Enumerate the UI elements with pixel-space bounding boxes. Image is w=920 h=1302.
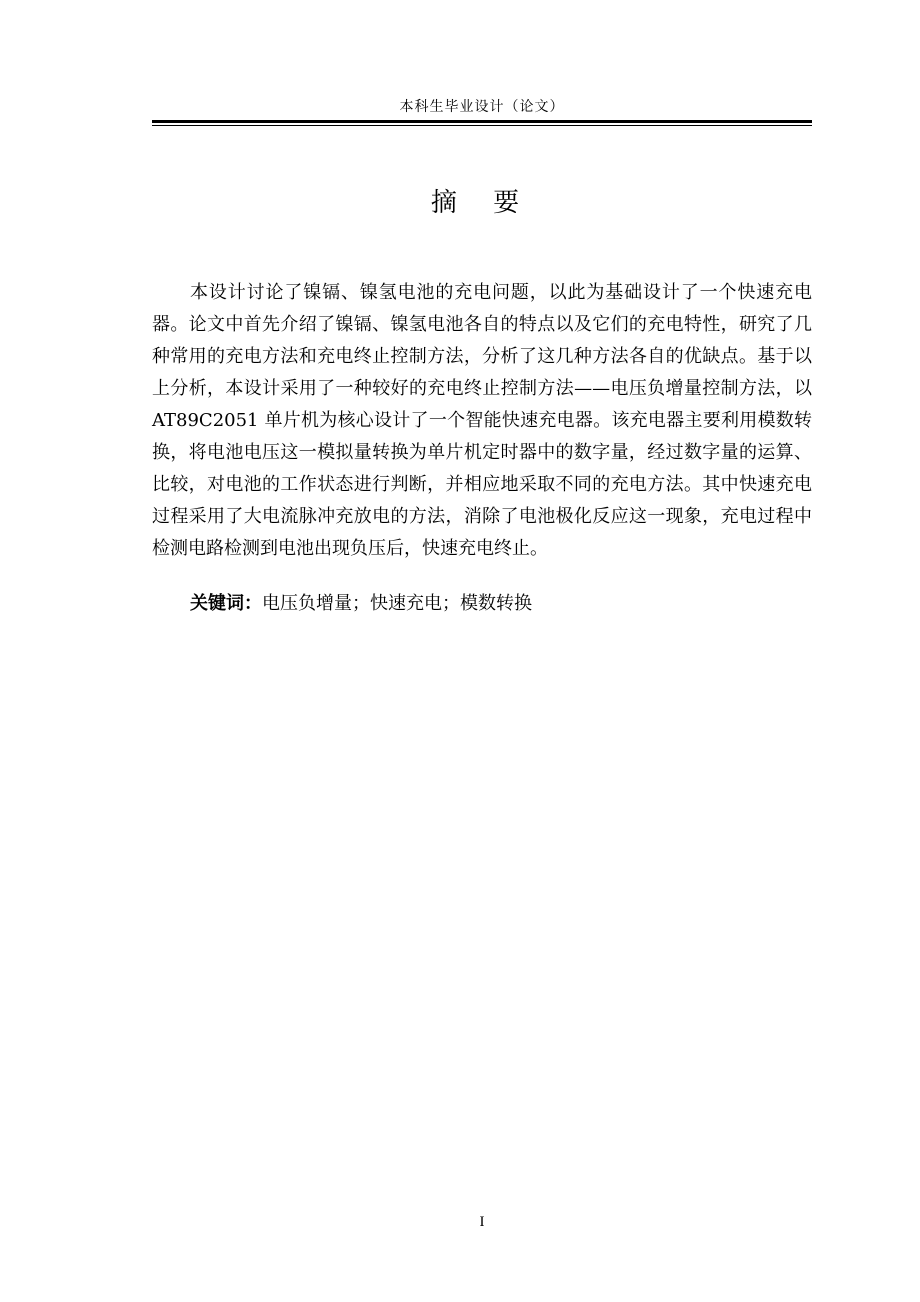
page-number: I (479, 1214, 485, 1230)
keywords-text: 电压负增量；快速充电；模数转换 (262, 593, 532, 614)
keywords-label: 关键词： (190, 593, 262, 614)
abstract-body: 本设计讨论了镍镉、镍氢电池的充电问题，以此为基础设计了一个快速充电器。论文中首先介绍了镍镉、镍氢电池各自的特点以及它们的充电特性，研究了几种常用的充电方法和充电终止控制方法，分析了这几种方法各自的优缺点。基于以上分析，本设计采用了一种较好的充电终止控制方法——电压负增量控制方法，以 AT89C2051 单片机为核心设计了一个智能快速充电器。该充电器主要利用模数转换，将电池电压这一模拟量转换为单片机定时器中的数字量，经过数字量的运算、比较，对电池的工作状态进行判断，并相应地采取不同的充电方法。其中快速充电过程采用了大电流脉冲充放电的方法，消除了电池极化反应这一现象，充电过程中检测电路检测到电池出现负压后，快速充电终止。 (152, 282, 812, 559)
keywords-line (190, 588, 532, 620)
running-header: 本科生毕业设计（论文） (399, 99, 565, 115)
abstract-title: 摘 要 (430, 188, 534, 218)
header-rule-thick (152, 120, 812, 123)
header-rule-thin (152, 125, 812, 126)
